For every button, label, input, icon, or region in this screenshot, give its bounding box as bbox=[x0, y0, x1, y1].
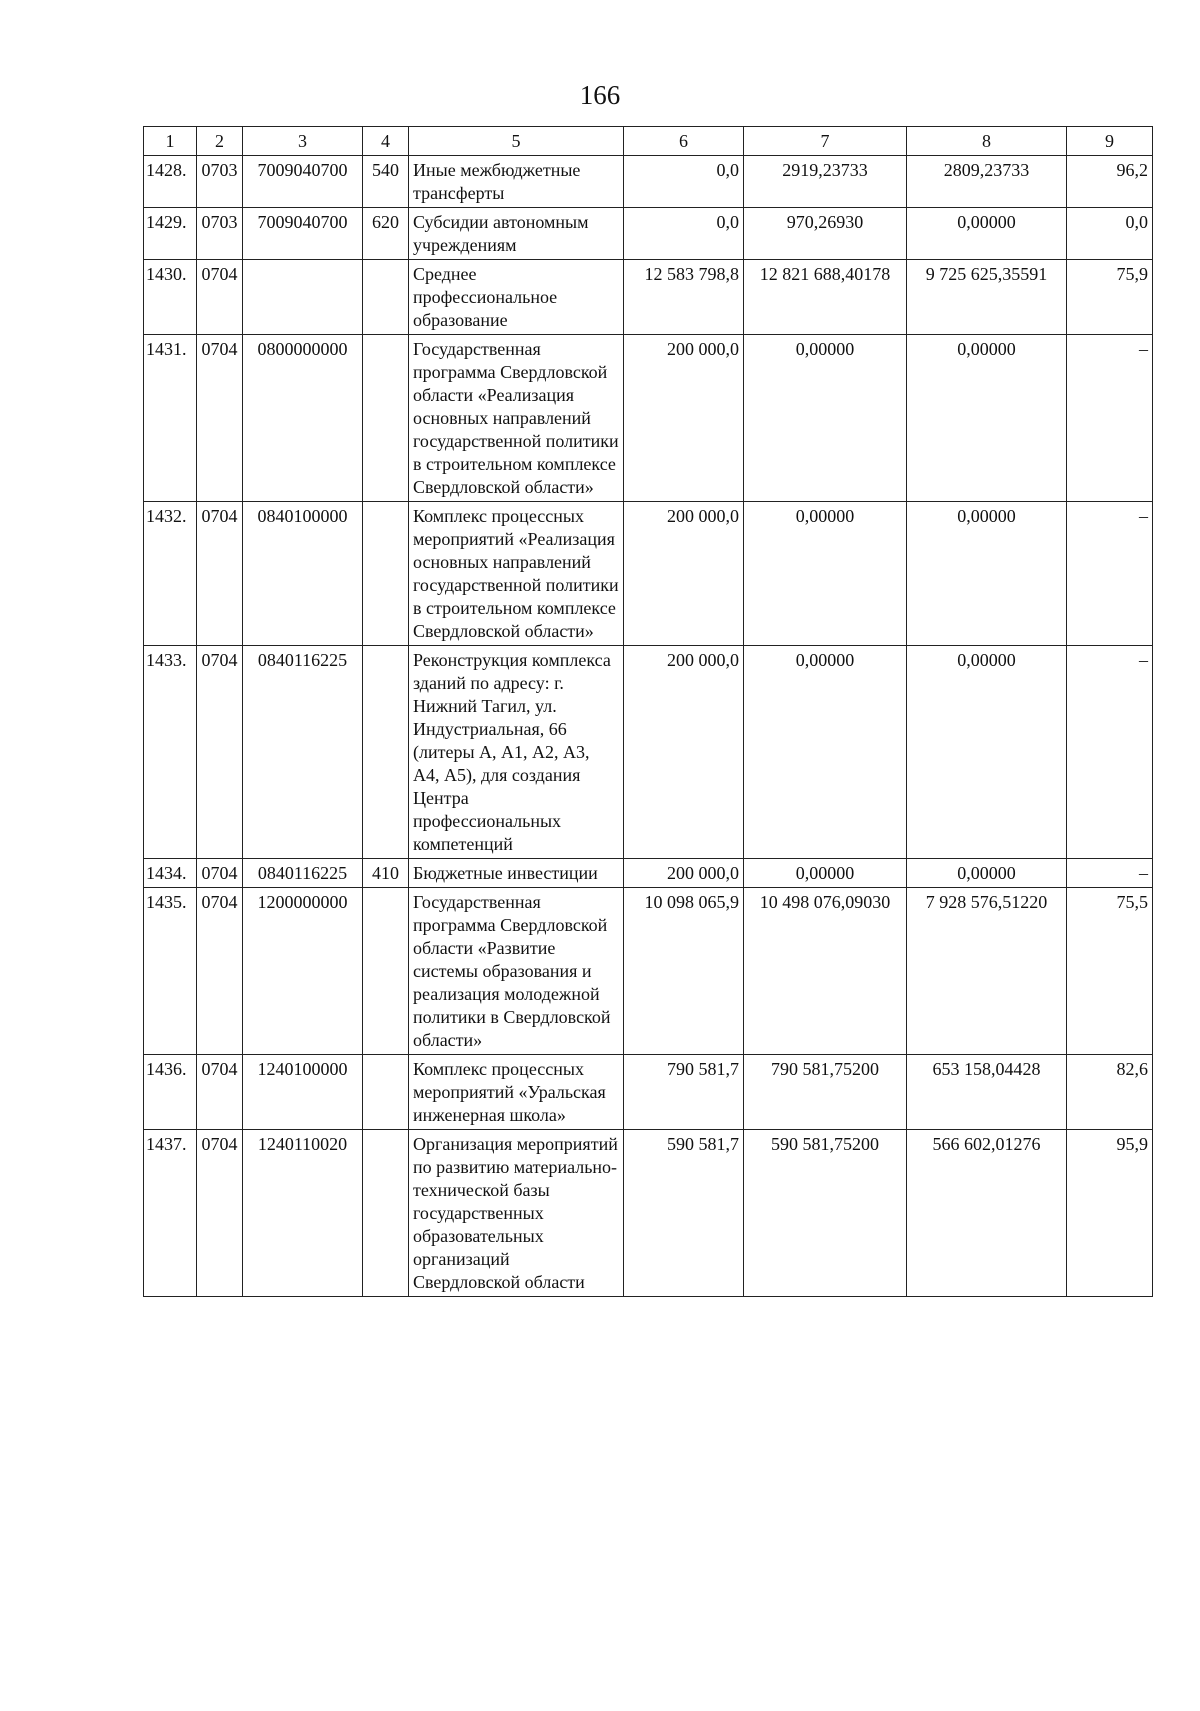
table-row bbox=[144, 646, 1153, 859]
target-code-cell: 0800000000 bbox=[243, 335, 363, 502]
table-row bbox=[144, 1130, 1153, 1297]
target-code-cell: 0840116225 bbox=[243, 646, 363, 859]
executed-amount-cell: 9 725 625,35591 bbox=[907, 260, 1067, 335]
percent-cell: – bbox=[1067, 502, 1153, 646]
item-name-cell: Комплекс процессных мероприятий «Уральская инженерная школа» bbox=[409, 1055, 624, 1130]
row-number-cell: 1436. bbox=[144, 1055, 197, 1130]
executed-amount-cell: 0,00000 bbox=[907, 646, 1067, 859]
plan-amount-cell: 200 000,0 bbox=[624, 646, 744, 859]
percent-cell: 95,9 bbox=[1067, 1130, 1153, 1297]
executed-amount-cell: 0,00000 bbox=[907, 208, 1067, 260]
row-number-cell: 1428. bbox=[144, 156, 197, 208]
target-code-cell: 1200000000 bbox=[243, 888, 363, 1055]
percent-cell: 0,0 bbox=[1067, 208, 1153, 260]
executed-amount-cell: 566 602,01276 bbox=[907, 1130, 1067, 1297]
adjusted-amount-cell: 2919,23733 bbox=[744, 156, 907, 208]
section-code-cell: 0704 bbox=[197, 888, 243, 1055]
adjusted-amount-cell: 10 498 076,09030 bbox=[744, 888, 907, 1055]
table-row bbox=[144, 335, 1153, 502]
column-header: 6 bbox=[624, 127, 744, 156]
section-code-cell: 0704 bbox=[197, 502, 243, 646]
column-header: 7 bbox=[744, 127, 907, 156]
percent-cell: 75,9 bbox=[1067, 260, 1153, 335]
section-code-cell: 0704 bbox=[197, 1130, 243, 1297]
item-name-cell: Организация мероприятий по развитию материально-технической базы государственных образовательных организаций Свердловской области bbox=[409, 1130, 624, 1297]
item-name-cell: Субсидии автономным учреждениям bbox=[409, 208, 624, 260]
section-code-cell: 0704 bbox=[197, 335, 243, 502]
table-row bbox=[144, 859, 1153, 888]
item-name-cell: Государственная программа Свердловской области «Развитие системы образования и реализация молодежной политики в Свердловской области» bbox=[409, 888, 624, 1055]
section-code-cell: 0704 bbox=[197, 260, 243, 335]
executed-amount-cell: 7 928 576,51220 bbox=[907, 888, 1067, 1055]
executed-amount-cell: 0,00000 bbox=[907, 859, 1067, 888]
page-number: 166 bbox=[579, 80, 621, 110]
adjusted-amount-cell: 790 581,75200 bbox=[744, 1055, 907, 1130]
section-code-cell: 0704 bbox=[197, 859, 243, 888]
budget-table bbox=[143, 126, 1153, 1297]
plan-amount-cell: 0,0 bbox=[624, 208, 744, 260]
adjusted-amount-cell: 0,00000 bbox=[744, 646, 907, 859]
table-row bbox=[144, 1055, 1153, 1130]
plan-amount-cell: 12 583 798,8 bbox=[624, 260, 744, 335]
adjusted-amount-cell: 0,00000 bbox=[744, 502, 907, 646]
column-header: 4 bbox=[363, 127, 409, 156]
executed-amount-cell: 2809,23733 bbox=[907, 156, 1067, 208]
column-header: 5 bbox=[409, 127, 624, 156]
expense-type-cell: 620 bbox=[363, 208, 409, 260]
item-name-cell: Реконструкция комплекса зданий по адресу: г. Нижний Тагил, ул. Индустриальная, 66 (литеры А, А1, А2, А3, А4, А5), для создания Центра профессиональных компетенций bbox=[409, 646, 624, 859]
expense-type-cell bbox=[363, 888, 409, 1055]
section-code-cell: 0703 bbox=[197, 156, 243, 208]
target-code-cell: 7009040700 bbox=[243, 156, 363, 208]
percent-cell: 96,2 bbox=[1067, 156, 1153, 208]
column-header: 1 bbox=[144, 127, 197, 156]
column-header: 2 bbox=[197, 127, 243, 156]
executed-amount-cell: 0,00000 bbox=[907, 335, 1067, 502]
table-row bbox=[144, 502, 1153, 646]
plan-amount-cell: 0,0 bbox=[624, 156, 744, 208]
percent-cell: 82,6 bbox=[1067, 1055, 1153, 1130]
executed-amount-cell: 0,00000 bbox=[907, 502, 1067, 646]
adjusted-amount-cell: 970,26930 bbox=[744, 208, 907, 260]
section-code-cell: 0704 bbox=[197, 1055, 243, 1130]
item-name-cell: Государственная программа Свердловской области «Реализация основных направлений государственной политики в строительном комплексе Свердловской области» bbox=[409, 335, 624, 502]
row-number-cell: 1432. bbox=[144, 502, 197, 646]
row-number-cell: 1434. bbox=[144, 859, 197, 888]
expense-type-cell bbox=[363, 335, 409, 502]
plan-amount-cell: 200 000,0 bbox=[624, 859, 744, 888]
plan-amount-cell: 590 581,7 bbox=[624, 1130, 744, 1297]
column-header: 3 bbox=[243, 127, 363, 156]
target-code-cell: 1240110020 bbox=[243, 1130, 363, 1297]
percent-cell: – bbox=[1067, 646, 1153, 859]
expense-type-cell bbox=[363, 1055, 409, 1130]
target-code-cell: 7009040700 bbox=[243, 208, 363, 260]
expense-type-cell bbox=[363, 1130, 409, 1297]
item-name-cell: Бюджетные инвестиции bbox=[409, 859, 624, 888]
target-code-cell bbox=[243, 260, 363, 335]
section-code-cell: 0703 bbox=[197, 208, 243, 260]
plan-amount-cell: 200 000,0 bbox=[624, 502, 744, 646]
column-header: 9 bbox=[1067, 127, 1153, 156]
expense-type-cell: 410 bbox=[363, 859, 409, 888]
header-row bbox=[144, 127, 1153, 156]
table-row bbox=[144, 208, 1153, 260]
expense-type-cell: 540 bbox=[363, 156, 409, 208]
percent-cell: 75,5 bbox=[1067, 888, 1153, 1055]
table-row bbox=[144, 260, 1153, 335]
column-header: 8 bbox=[907, 127, 1067, 156]
percent-cell: – bbox=[1067, 859, 1153, 888]
row-number-cell: 1431. bbox=[144, 335, 197, 502]
percent-cell: – bbox=[1067, 335, 1153, 502]
row-number-cell: 1433. bbox=[144, 646, 197, 859]
expense-type-cell bbox=[363, 502, 409, 646]
item-name-cell: Комплекс процессных мероприятий «Реализация основных направлений государственной политики в строительном комплексе Свердловской области» bbox=[409, 502, 624, 646]
plan-amount-cell: 10 098 065,9 bbox=[624, 888, 744, 1055]
adjusted-amount-cell: 590 581,75200 bbox=[744, 1130, 907, 1297]
item-name-cell: Среднее профессиональное образование bbox=[409, 260, 624, 335]
target-code-cell: 1240100000 bbox=[243, 1055, 363, 1130]
adjusted-amount-cell: 0,00000 bbox=[744, 859, 907, 888]
target-code-cell: 0840100000 bbox=[243, 502, 363, 646]
expense-type-cell bbox=[363, 260, 409, 335]
table-row bbox=[144, 156, 1153, 208]
section-code-cell: 0704 bbox=[197, 646, 243, 859]
plan-amount-cell: 200 000,0 bbox=[624, 335, 744, 502]
plan-amount-cell: 790 581,7 bbox=[624, 1055, 744, 1130]
row-number-cell: 1435. bbox=[144, 888, 197, 1055]
target-code-cell: 0840116225 bbox=[243, 859, 363, 888]
row-number-cell: 1429. bbox=[144, 208, 197, 260]
expense-type-cell bbox=[363, 646, 409, 859]
table-row bbox=[144, 888, 1153, 1055]
row-number-cell: 1430. bbox=[144, 260, 197, 335]
adjusted-amount-cell: 0,00000 bbox=[744, 335, 907, 502]
item-name-cell: Иные межбюджетные трансферты bbox=[409, 156, 624, 208]
row-number-cell: 1437. bbox=[144, 1130, 197, 1297]
executed-amount-cell: 653 158,04428 bbox=[907, 1055, 1067, 1130]
adjusted-amount-cell: 12 821 688,40178 bbox=[744, 260, 907, 335]
